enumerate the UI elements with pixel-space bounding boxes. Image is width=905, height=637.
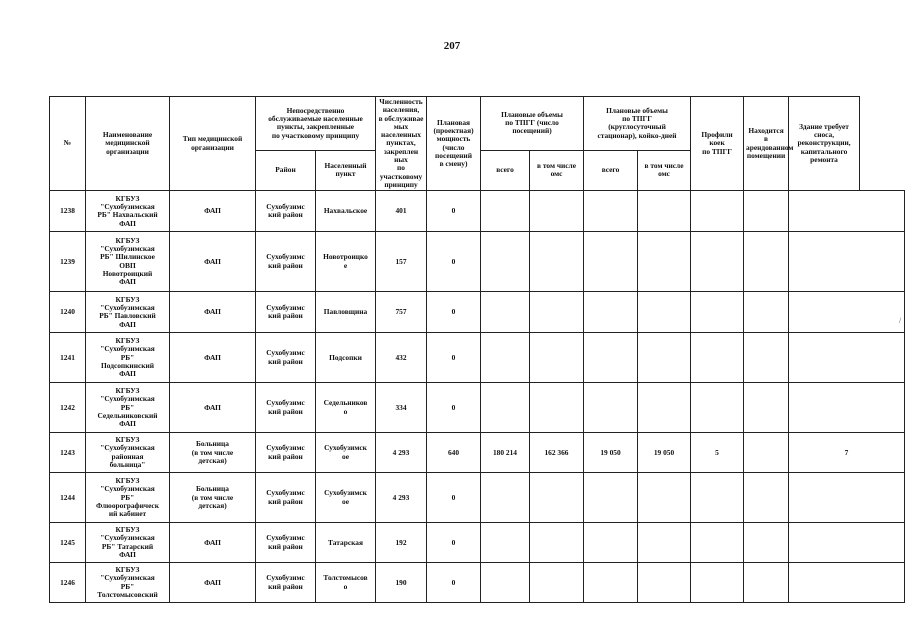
cell-row-num: 1246 [50, 563, 86, 603]
cell-rented [744, 333, 789, 383]
cell-profile-beds [691, 333, 744, 383]
medical-organizations-table [49, 96, 905, 603]
cell-population: 4 293 [376, 473, 427, 523]
cell-population: 157 [376, 232, 427, 292]
cell-population: 190 [376, 563, 427, 603]
cell-rented [744, 523, 789, 563]
page-number: 207 [443, 40, 461, 52]
table-body [50, 191, 905, 603]
cell-settlement: Новотроицко е [316, 232, 376, 292]
cell-building-repair [789, 232, 905, 292]
cell-beds-oms [638, 563, 691, 603]
cell-beds-oms [638, 333, 691, 383]
header-num: № [50, 97, 86, 191]
cell-profile-beds: 5 [691, 433, 744, 473]
cell-building-repair [789, 473, 905, 523]
cell-row-num: 1241 [50, 333, 86, 383]
header-beds-total: всего [584, 150, 638, 191]
cell-settlement: Подсопки [316, 333, 376, 383]
cell-capacity: 0 [427, 563, 481, 603]
cell-org-name: КГБУЗ "Сухобузимская РБ" Нахвальский ФАП [86, 191, 170, 232]
cell-district: Сухобузимс кий район [256, 191, 316, 232]
header-population: Численность населения, в обслуживае мых населенных пунктах, закреплен ных по участковому принципу [376, 97, 427, 191]
header-org-name: Наименование медицинской организации [86, 97, 170, 191]
cell-settlement: Татарская [316, 523, 376, 563]
header-visits-total: всего [481, 150, 530, 191]
cell-beds-oms [638, 292, 691, 333]
table-row [50, 232, 905, 292]
header-beds-group: Плановые объемы по ТПГГ (круглосуточный стационар), койко-дней [584, 97, 691, 151]
cell-visits-total [481, 473, 530, 523]
cell-org-type: Больница (в том числе детская) [170, 473, 256, 523]
table-row [50, 191, 905, 232]
cell-row-num: 1240 [50, 292, 86, 333]
cell-visits-total [481, 232, 530, 292]
cell-row-num: 1244 [50, 473, 86, 523]
cell-beds-total [584, 292, 638, 333]
cell-row-num: 1243 [50, 433, 86, 473]
cell-building-repair [789, 523, 905, 563]
cell-capacity: 0 [427, 333, 481, 383]
cell-org-name: КГБУЗ "Сухобузимская РБ" Толстомысовский [86, 563, 170, 603]
cell-org-name: КГБУЗ "Сухобузимская РБ" Подсопкинский ФАП [86, 333, 170, 383]
cell-org-type: ФАП [170, 563, 256, 603]
cell-beds-total [584, 191, 638, 232]
cell-row-num: 1245 [50, 523, 86, 563]
cell-row-num: 1238 [50, 191, 86, 232]
cell-building-repair [789, 383, 905, 433]
cell-visits-oms [530, 191, 584, 232]
cell-population: 192 [376, 523, 427, 563]
cell-visits-total: 180 214 [481, 433, 530, 473]
table-row [50, 563, 905, 603]
cell-org-type: ФАП [170, 292, 256, 333]
header-beds-oms: в том числе омс [638, 150, 691, 191]
table-row [50, 383, 905, 433]
cell-capacity: 640 [427, 433, 481, 473]
cell-org-type: ФАП [170, 191, 256, 232]
cell-population: 757 [376, 292, 427, 333]
cell-district: Сухобузимс кий район [256, 292, 316, 333]
cell-org-type: ФАП [170, 232, 256, 292]
table-row [50, 433, 905, 473]
cell-district: Сухобузимс кий район [256, 473, 316, 523]
cell-rented [744, 563, 789, 603]
cell-settlement: Сухобузимск ое [316, 473, 376, 523]
cell-visits-oms: 162 366 [530, 433, 584, 473]
cell-settlement: Седельников о [316, 383, 376, 433]
cell-settlement: Нахвальское [316, 191, 376, 232]
cell-district: Сухобузимс кий район [256, 333, 316, 383]
cell-profile-beds [691, 383, 744, 433]
cell-beds-total: 19 050 [584, 433, 638, 473]
header-served-group: Непосредственно обслуживаемые населенные пункты, закрепленные по участковому принципу [256, 97, 376, 151]
cell-settlement: Толстомысов о [316, 563, 376, 603]
cell-org-name: КГБУЗ "Сухобузимская РБ" Павловский ФАП [86, 292, 170, 333]
cell-org-name: КГБУЗ "Сухобузимская РБ" Флюорографическ ий кабинет [86, 473, 170, 523]
cell-building-repair [789, 292, 905, 333]
cell-row-num: 1239 [50, 232, 86, 292]
header-rented: Находится в арендованном помещении [744, 97, 789, 191]
cell-org-name: КГБУЗ "Сухобузимская районная больница" [86, 433, 170, 473]
cell-profile-beds [691, 523, 744, 563]
header-building-repair: Здание требует сноса, реконструкции, капитального ремонта [789, 97, 860, 191]
table-row [50, 292, 905, 333]
cell-capacity: 0 [427, 292, 481, 333]
cell-beds-total [584, 473, 638, 523]
cell-profile-beds [691, 473, 744, 523]
cell-settlement: Сухобузимск ое [316, 433, 376, 473]
cell-rented [744, 292, 789, 333]
cell-visits-total [481, 523, 530, 563]
cell-profile-beds [691, 232, 744, 292]
margin-mark: / [899, 316, 902, 325]
cell-building-repair [789, 563, 905, 603]
cell-rented [744, 473, 789, 523]
cell-population: 4 293 [376, 433, 427, 473]
cell-visits-oms [530, 523, 584, 563]
cell-district: Сухобузимс кий район [256, 433, 316, 473]
cell-visits-oms [530, 292, 584, 333]
cell-visits-oms [530, 383, 584, 433]
cell-building-repair [789, 333, 905, 383]
cell-rented [744, 383, 789, 433]
cell-capacity: 0 [427, 232, 481, 292]
cell-visits-oms [530, 333, 584, 383]
table-header [50, 97, 905, 191]
cell-beds-total [584, 523, 638, 563]
header-settlement: Населенный пункт [316, 150, 376, 191]
cell-org-name: КГБУЗ "Сухобузимская РБ" Седельниковский ФАП [86, 383, 170, 433]
cell-rented [744, 433, 789, 473]
cell-visits-total [481, 383, 530, 433]
cell-profile-beds [691, 563, 744, 603]
cell-visits-oms [530, 563, 584, 603]
cell-visits-total [481, 563, 530, 603]
cell-population: 401 [376, 191, 427, 232]
cell-beds-total [584, 333, 638, 383]
cell-beds-oms [638, 383, 691, 433]
cell-building-repair [789, 191, 905, 232]
cell-rented [744, 232, 789, 292]
cell-visits-oms [530, 232, 584, 292]
cell-visits-total [481, 292, 530, 333]
cell-district: Сухобузимс кий район [256, 563, 316, 603]
cell-row-num: 1242 [50, 383, 86, 433]
cell-beds-oms [638, 473, 691, 523]
cell-district: Сухобузимс кий район [256, 232, 316, 292]
cell-beds-total [584, 232, 638, 292]
header-visits-oms: в том числе омс [530, 150, 584, 191]
cell-capacity: 0 [427, 523, 481, 563]
cell-capacity: 0 [427, 191, 481, 232]
cell-district: Сухобузимс кий район [256, 383, 316, 433]
cell-org-type: ФАП [170, 333, 256, 383]
cell-rented [744, 191, 789, 232]
cell-capacity: 0 [427, 383, 481, 433]
cell-visits-oms [530, 473, 584, 523]
cell-capacity: 0 [427, 473, 481, 523]
cell-org-type: Больница (в том числе детская) [170, 433, 256, 473]
cell-beds-oms [638, 191, 691, 232]
cell-population: 334 [376, 383, 427, 433]
cell-population: 432 [376, 333, 427, 383]
cell-visits-total [481, 191, 530, 232]
header-org-type: Тип медицинской организации [170, 97, 256, 191]
cell-beds-total [584, 383, 638, 433]
cell-org-type: ФАП [170, 383, 256, 433]
cell-beds-oms [638, 232, 691, 292]
cell-profile-beds [691, 292, 744, 333]
cell-visits-total [481, 333, 530, 383]
cell-beds-oms: 19 050 [638, 433, 691, 473]
header-profile-beds: Профили коек по ТПГГ [691, 97, 744, 191]
cell-org-name: КГБУЗ "Сухобузимская РБ" Татарский ФАП [86, 523, 170, 563]
cell-building-repair: 7 [789, 433, 905, 473]
cell-beds-oms [638, 523, 691, 563]
cell-profile-beds [691, 191, 744, 232]
table-row [50, 473, 905, 523]
header-capacity: Плановая (проектная) мощность (число посещений в смену) [427, 97, 481, 191]
table-row [50, 523, 905, 563]
cell-org-type: ФАП [170, 523, 256, 563]
cell-org-name: КГБУЗ "Сухобузимская РБ" Шилинское ОВП Новотроицкий ФАП [86, 232, 170, 292]
cell-beds-total [584, 563, 638, 603]
cell-settlement: Павловщина [316, 292, 376, 333]
header-district: Район [256, 150, 316, 191]
header-visits-group: Плановые объемы по ТПГГ (число посещений) [481, 97, 584, 151]
cell-district: Сухобузимс кий район [256, 523, 316, 563]
table-row [50, 333, 905, 383]
